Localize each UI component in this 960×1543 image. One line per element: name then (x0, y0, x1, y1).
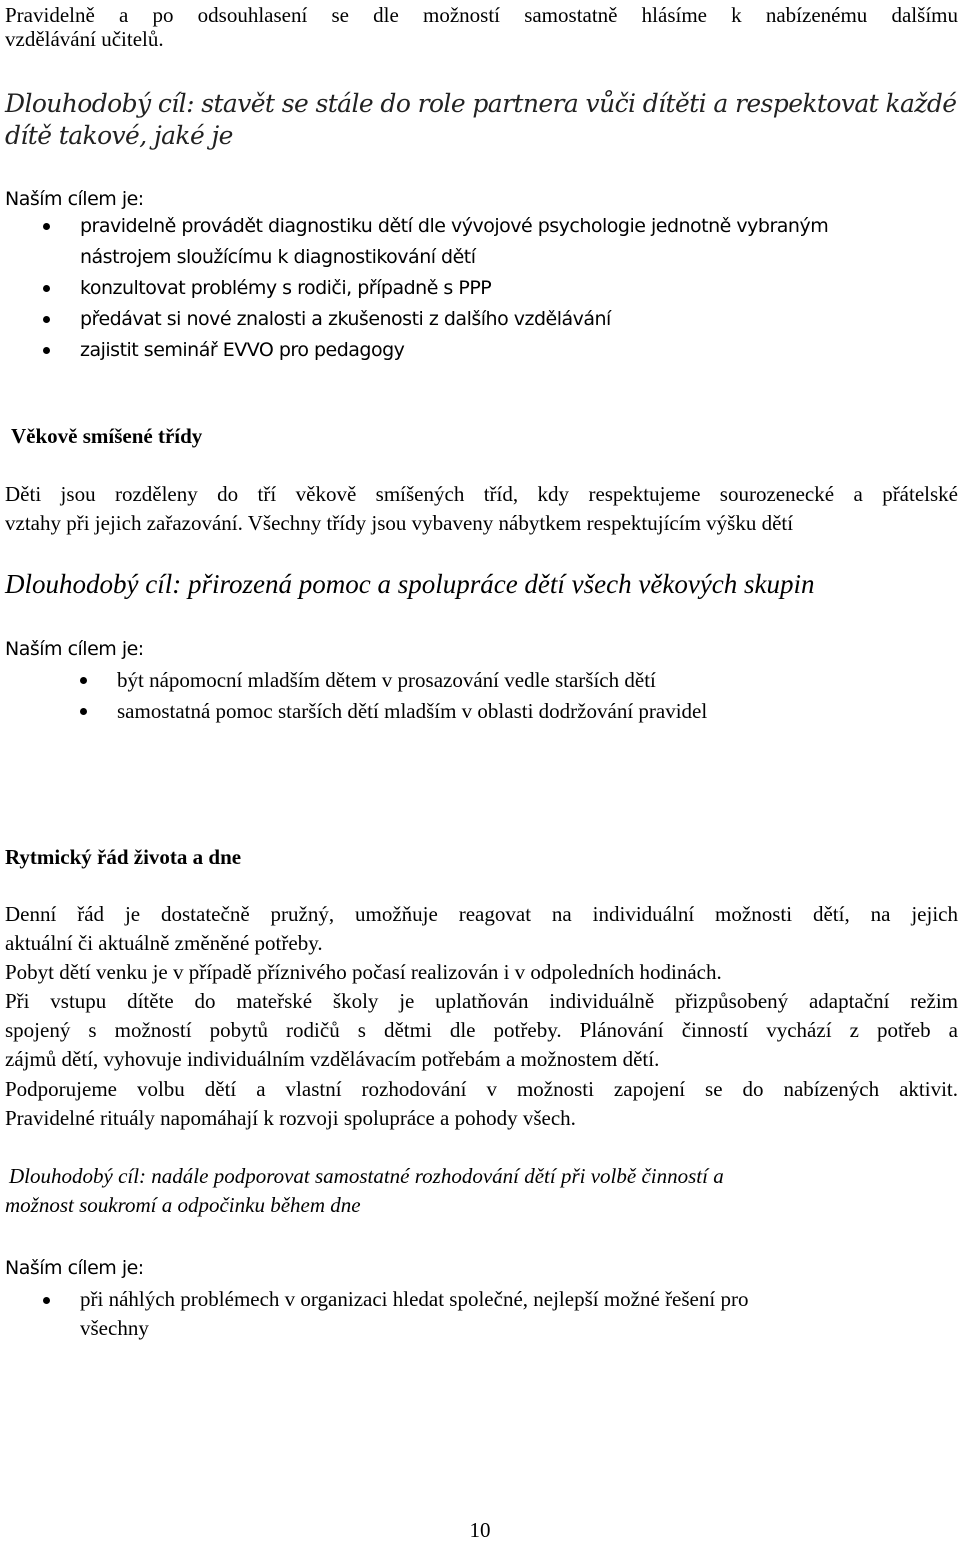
goal1-aim-label: Naším cílem je: (5, 188, 144, 210)
list-item: při náhlých problémech v organizaci hledat společné, nejlepší možné řešení pro všechny (5, 1285, 960, 1343)
rhythm-line-5: spojený s možností pobytů rodičů s dětmi dle potřeby. Plánování činností vychází z potřeb a (5, 1018, 958, 1042)
rhythm-line-7: Podporujeme volbu dětí a vlastní rozhodování v možnosti zapojení se do nabízených aktivit. (5, 1077, 958, 1101)
rhythm-goal-line-1: Dlouhodobý cíl: nadále podporovat samostatné rozhodování dětí při volbě činností a (9, 1164, 724, 1188)
bullet-icon (43, 223, 50, 230)
bullet-icon (43, 347, 50, 354)
rhythm-line-2: aktuální či aktuálně změněné potřeby. (5, 931, 323, 955)
rhythm-goal-line-2: možnost soukromí a odpočinku během dne (5, 1193, 361, 1217)
mixed-paragraph-line-1: Děti jsou rozděleny do tří věkově smíšených tříd, kdy respektujeme sourozenecké a přátelské (5, 482, 958, 506)
intro-line-1: Pravidelně a po odsouhlasení se dle možností samostatně hlásíme k nabízenému dalšímu (5, 3, 958, 27)
bullet-icon (43, 316, 50, 323)
section-heading-rhythm: Rytmický řád života a dne (5, 845, 242, 869)
goal1-title-line-2: dítě takové, jaké je (5, 121, 233, 150)
intro-line-2: vzdělávání učitelů. (5, 27, 164, 51)
bullet-icon (43, 285, 50, 292)
list-item: konzultovat problémy s rodiči, případně s PPP (5, 273, 960, 304)
mixed-goal: Dlouhodobý cíl: přirozená pomoc a spolupráce dětí všech věkových skupin (5, 569, 815, 599)
list-item: samostatná pomoc starších dětí mladším v oblasti dodržování pravidel (42, 696, 942, 727)
list-item: předávat si nové znalosti a zkušenosti z dalšího vzdělávání (5, 304, 960, 335)
mixed-paragraph-line-2: vztahy při jejich zařazování. Všechny třídy jsou vybaveny nábytkem respektujícím výšku dětí (5, 511, 794, 535)
rhythm-line-6: zájmů dětí, vyhovuje individuálním vzdělávacím potřebám a možnostem dětí. (5, 1047, 660, 1071)
goal1-aim-list (5, 211, 960, 366)
list-item: být nápomocní mladším dětem v prosazování vedle starších dětí (42, 665, 942, 696)
bullet-icon (80, 708, 87, 715)
list-item: pravidelně provádět diagnostiku dětí dle vývojové psychologie jednotně vybraným nástrojem sloužícímu k diagnostikování dětí (5, 211, 960, 273)
page-number: 10 (469, 1518, 491, 1542)
mixed-aim-list (42, 665, 942, 727)
goal1-title-line-1: Dlouhodobý cíl: stavět se stále do role partnera vůči dítěti a respektovat každé (5, 89, 957, 118)
section-heading-mixed: Věkově smíšené třídy (11, 424, 203, 448)
bullet-icon (80, 677, 87, 684)
rhythm-aim-label: Naším cílem je: (5, 1257, 144, 1279)
list-item: zajistit seminář EVVO pro pedagogy (5, 335, 960, 366)
rhythm-line-8: Pravidelné rituály napomáhají k rozvoji spolupráce a pohody všech. (5, 1106, 576, 1130)
rhythm-line-1: Denní řád je dostatečně pružný, umožňuje reagovat na individuální možnosti dětí, na jejich (5, 902, 958, 926)
mixed-aim-label: Naším cílem je: (5, 638, 144, 660)
rhythm-line-4: Při vstupu dítěte do mateřské školy je uplatňován individuálně přizpůsobený adaptační režim (5, 989, 958, 1013)
rhythm-aim-list (5, 1285, 960, 1343)
rhythm-line-3: Pobyt dětí venku je v případě příznivého počasí realizován i v odpoledních hodinách. (5, 960, 722, 984)
bullet-icon (43, 1297, 50, 1304)
